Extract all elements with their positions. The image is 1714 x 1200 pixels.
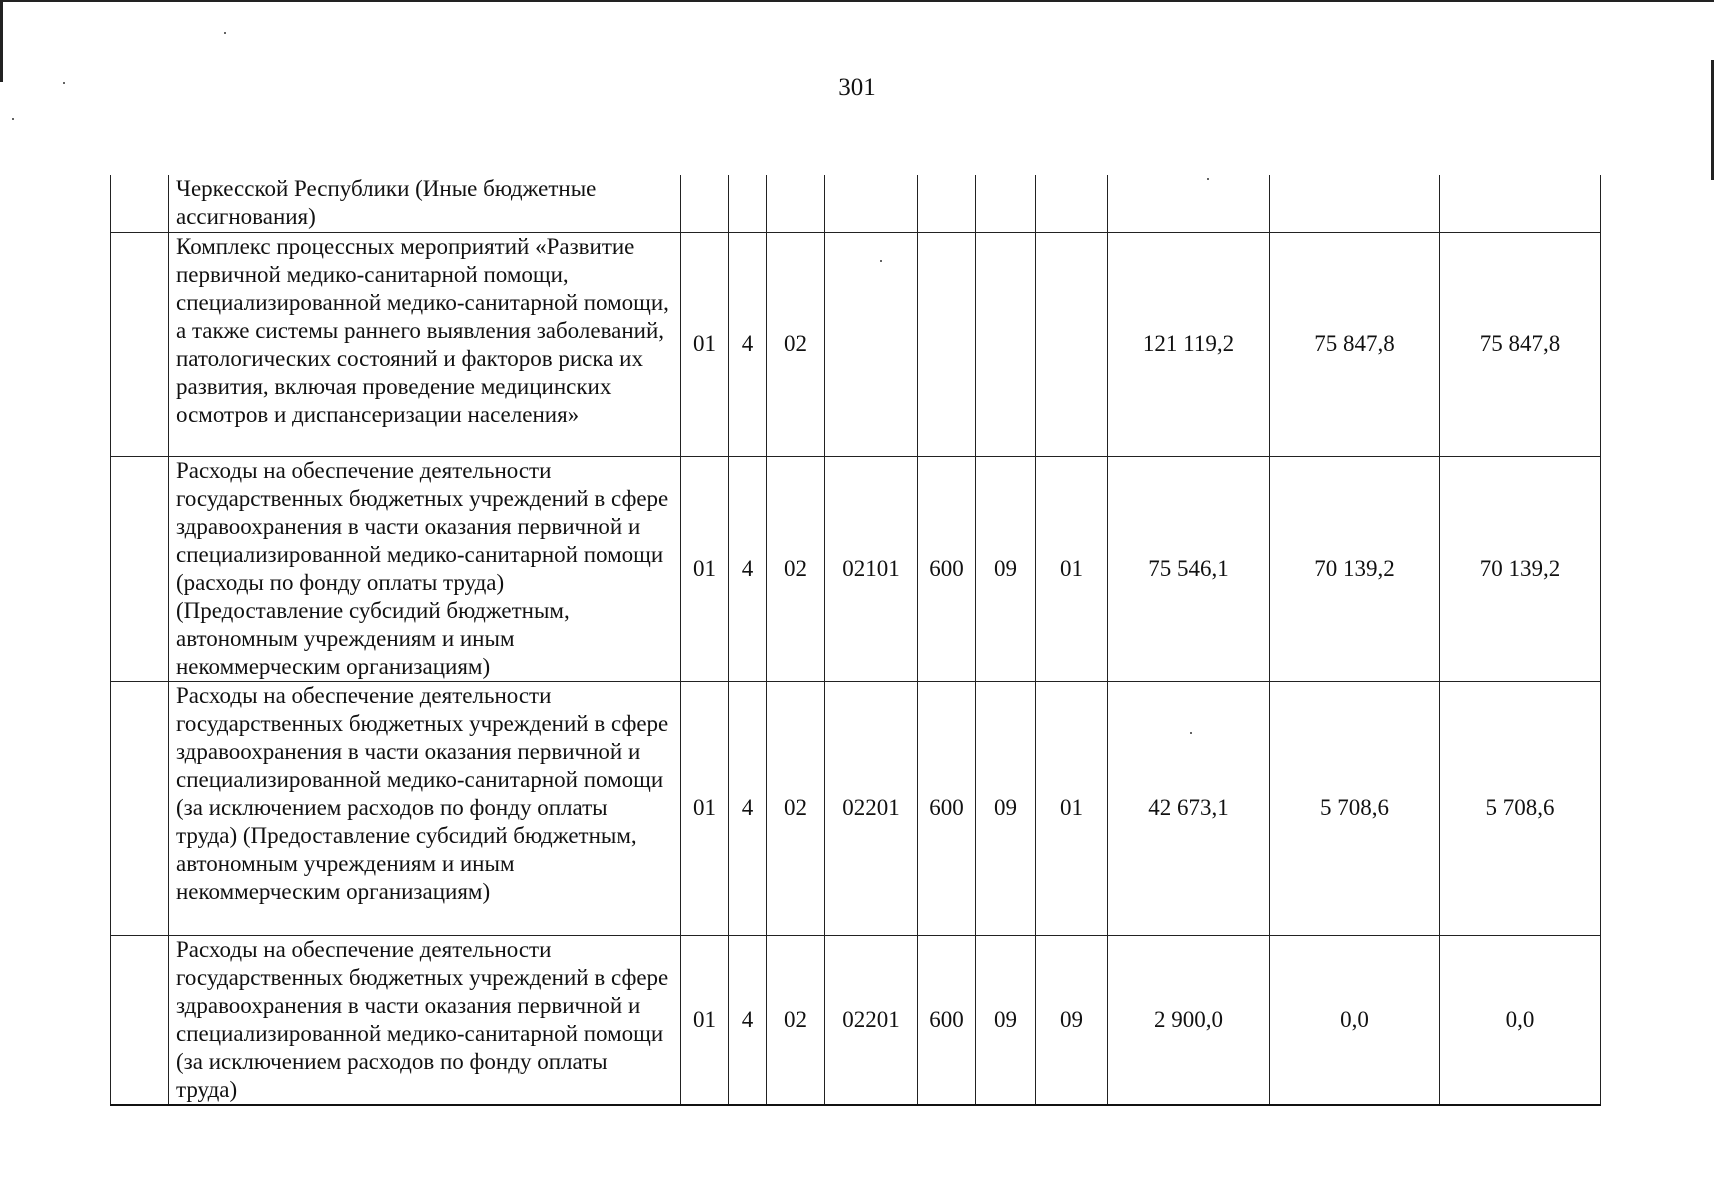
code-cell: 09 bbox=[976, 681, 1036, 935]
amount-cell: 75 847,8 bbox=[1270, 232, 1440, 456]
description-cell: Расходы на обеспечение деятельности государственных бюджетных учреждений в сфере здравоохранения в части оказания первичной и специализированной медико-санитарной помощи (за исключением расходов по фонду оплаты труда) bbox=[169, 935, 681, 1105]
scan-edge-top bbox=[0, 0, 1714, 2]
amount-cell: 70 139,2 bbox=[1440, 456, 1601, 681]
code-cell: 4 bbox=[729, 232, 767, 456]
amount-cell: 5 708,6 bbox=[1440, 681, 1601, 935]
amount-cell: 2 900,0 bbox=[1108, 935, 1270, 1105]
row-number-cell bbox=[111, 456, 169, 681]
code-cell: 01 bbox=[1036, 681, 1108, 935]
code-cell: 09 bbox=[1036, 935, 1108, 1105]
code-cell bbox=[825, 232, 918, 456]
scan-speck bbox=[224, 32, 226, 34]
code-cell bbox=[681, 175, 729, 232]
code-cell: 09 bbox=[976, 456, 1036, 681]
scan-speck bbox=[12, 118, 14, 120]
table-row bbox=[111, 456, 1601, 681]
code-cell: 01 bbox=[681, 456, 729, 681]
code-cell: 09 bbox=[976, 935, 1036, 1105]
amount-cell bbox=[1270, 175, 1440, 232]
code-cell: 4 bbox=[729, 681, 767, 935]
amount-cell: 75 847,8 bbox=[1440, 232, 1601, 456]
row-number-cell bbox=[111, 935, 169, 1105]
row-number-cell bbox=[111, 681, 169, 935]
scan-edge-left bbox=[0, 0, 3, 82]
amount-cell: 70 139,2 bbox=[1270, 456, 1440, 681]
table-row bbox=[111, 232, 1601, 456]
code-cell: 01 bbox=[1036, 456, 1108, 681]
table-row bbox=[111, 935, 1601, 1105]
code-cell bbox=[918, 175, 976, 232]
code-cell: 02201 bbox=[825, 935, 918, 1105]
code-cell: 01 bbox=[681, 935, 729, 1105]
code-cell: 02101 bbox=[825, 456, 918, 681]
code-cell: 02 bbox=[767, 935, 825, 1105]
table-row bbox=[111, 681, 1601, 935]
code-cell: 4 bbox=[729, 456, 767, 681]
description-cell: Расходы на обеспечение деятельности государственных бюджетных учреждений в сфере здравоохранения в части оказания первичной и специализированной медико-санитарной помощи (расходы по фонду оплаты труда) (Предоставление субсидий бюджетным, автономным учреждениям и иным некоммерческим организациям) bbox=[169, 456, 681, 681]
code-cell: 4 bbox=[729, 935, 767, 1105]
amount-cell: 121 119,2 bbox=[1108, 232, 1270, 456]
code-cell: 01 bbox=[681, 681, 729, 935]
code-cell: 600 bbox=[918, 935, 976, 1105]
code-cell bbox=[825, 175, 918, 232]
code-cell: 02 bbox=[767, 681, 825, 935]
description-cell: Комплекс процессных мероприятий «Развитие первичной медико-санитарной помощи, специализированной медико-санитарной помощи, а также системы раннего выявления заболеваний, патологических состояний и факторов риска их развития, включая проведение медицинских осмотров и диспансеризации населения» bbox=[169, 232, 681, 456]
code-cell bbox=[976, 175, 1036, 232]
amount-cell bbox=[1440, 175, 1601, 232]
table-row bbox=[111, 175, 1601, 232]
amount-cell: 0,0 bbox=[1270, 935, 1440, 1105]
amount-cell: 5 708,6 bbox=[1270, 681, 1440, 935]
code-cell: 01 bbox=[681, 232, 729, 456]
code-cell: 02201 bbox=[825, 681, 918, 935]
code-cell bbox=[767, 175, 825, 232]
amount-cell: 0,0 bbox=[1440, 935, 1601, 1105]
amount-cell: 42 673,1 bbox=[1108, 681, 1270, 935]
page-number: 301 bbox=[838, 74, 876, 101]
description-cell: Черкесской Республики (Иные бюджетные ассигнования) bbox=[169, 175, 681, 232]
row-number-cell bbox=[111, 232, 169, 456]
code-cell: 600 bbox=[918, 456, 976, 681]
code-cell bbox=[918, 232, 976, 456]
code-cell: 600 bbox=[918, 681, 976, 935]
description-cell: Расходы на обеспечение деятельности государственных бюджетных учреждений в сфере здравоохранения в части оказания первичной и специализированной медико-санитарной помощи (за исключением расходов по фонду оплаты труда) (Предоставление субсидий бюджетным, автономным учреждениям и иным некоммерческим организациям) bbox=[169, 681, 681, 935]
code-cell bbox=[1036, 175, 1108, 232]
code-cell bbox=[976, 232, 1036, 456]
code-cell bbox=[1036, 232, 1108, 456]
code-cell: 02 bbox=[767, 232, 825, 456]
amount-cell: 75 546,1 bbox=[1108, 456, 1270, 681]
row-number-cell bbox=[111, 175, 169, 232]
amount-cell bbox=[1108, 175, 1270, 232]
budget-table bbox=[110, 175, 1601, 1106]
code-cell bbox=[729, 175, 767, 232]
code-cell: 02 bbox=[767, 456, 825, 681]
